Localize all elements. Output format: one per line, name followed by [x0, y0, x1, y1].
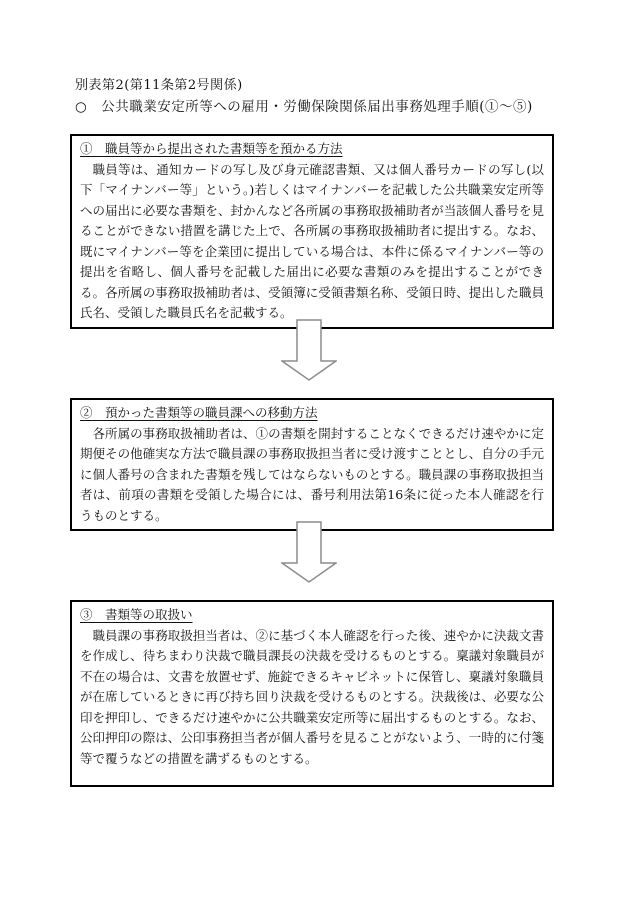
step-2-body: 各所属の事務取扱補助者は、①の書類を開封することなくできるだけ速やかに定期便その他確実な方法で職員課の事務取扱担当者に受け渡すこととし、自分の手元に個人番号の含まれた書類を残してはならないものとする。職員課の事務取扱担当者は、前項の書類を受領した場合には、番号利用法第16条に従った本人確認を行うものとする。	[80, 425, 544, 523]
doc-title: ○ 公共職業安定所等への雇用・労働保険関係届出事務処理手順(①〜⑤)	[75, 99, 533, 115]
step-box-2	[70, 398, 554, 531]
step-2-heading: ② 預かった書類等の職員課への移動方法	[80, 405, 318, 420]
step-3-heading: ③ 書類等の取扱い	[80, 607, 193, 622]
step-box-1	[70, 134, 554, 329]
step-1-heading: ① 職員等から提出された書類等を預かる方法	[80, 141, 343, 156]
doc-reference-label: 別表第2(第11条第2号関係)	[75, 78, 243, 93]
step-1-body: 職員等は、通知カードの写し及び身元確認書類、又は個人番号カードの写し(以下「マイナンバー等」という。)若しくはマイナンバーを記載した公共職業安定所等への届出に必要な書類を、封かんなど各所属の事務取扱補助者が当該個人番号を見ることができない措置を講じた上で、各所属の事務取扱補助者に提出する。なお、既にマイナンバー等を企業団に提出している場合は、本件に係るマイナンバー等の提出を省略し、個人番号を記載した届出に必要な書類のみを提出することができる。各所属の事務取扱補助者は、受領簿に受領書類名称、受領日時、提出した職員氏名、受領した職員氏名を記載する。	[80, 161, 544, 320]
down-block-arrow-icon	[281, 319, 337, 381]
down-block-arrow-icon	[281, 521, 337, 583]
step-3-body: 職員課の事務取扱担当者は、②に基づく本人確認を行った後、速やかに決裁文書を作成し、待ちまわり決裁で職員課長の決裁を受けるものとする。稟議対象職員が不在の場合は、文書を放置せず、施錠できるキャビネットに保管し、稟議対象職員が在席しているときに再び持ち回り決裁を受けるものとする。決裁後は、必要な公印を押印し、できるだけ速やかに公共職業安定所等に届出するものとする。なお、公印押印の際は、公印事務担当者が個人番号を見ることがないよう、一時的に付箋等で覆うなどの措置を講ずるものとする。	[80, 627, 544, 766]
step-box-3	[70, 600, 554, 787]
